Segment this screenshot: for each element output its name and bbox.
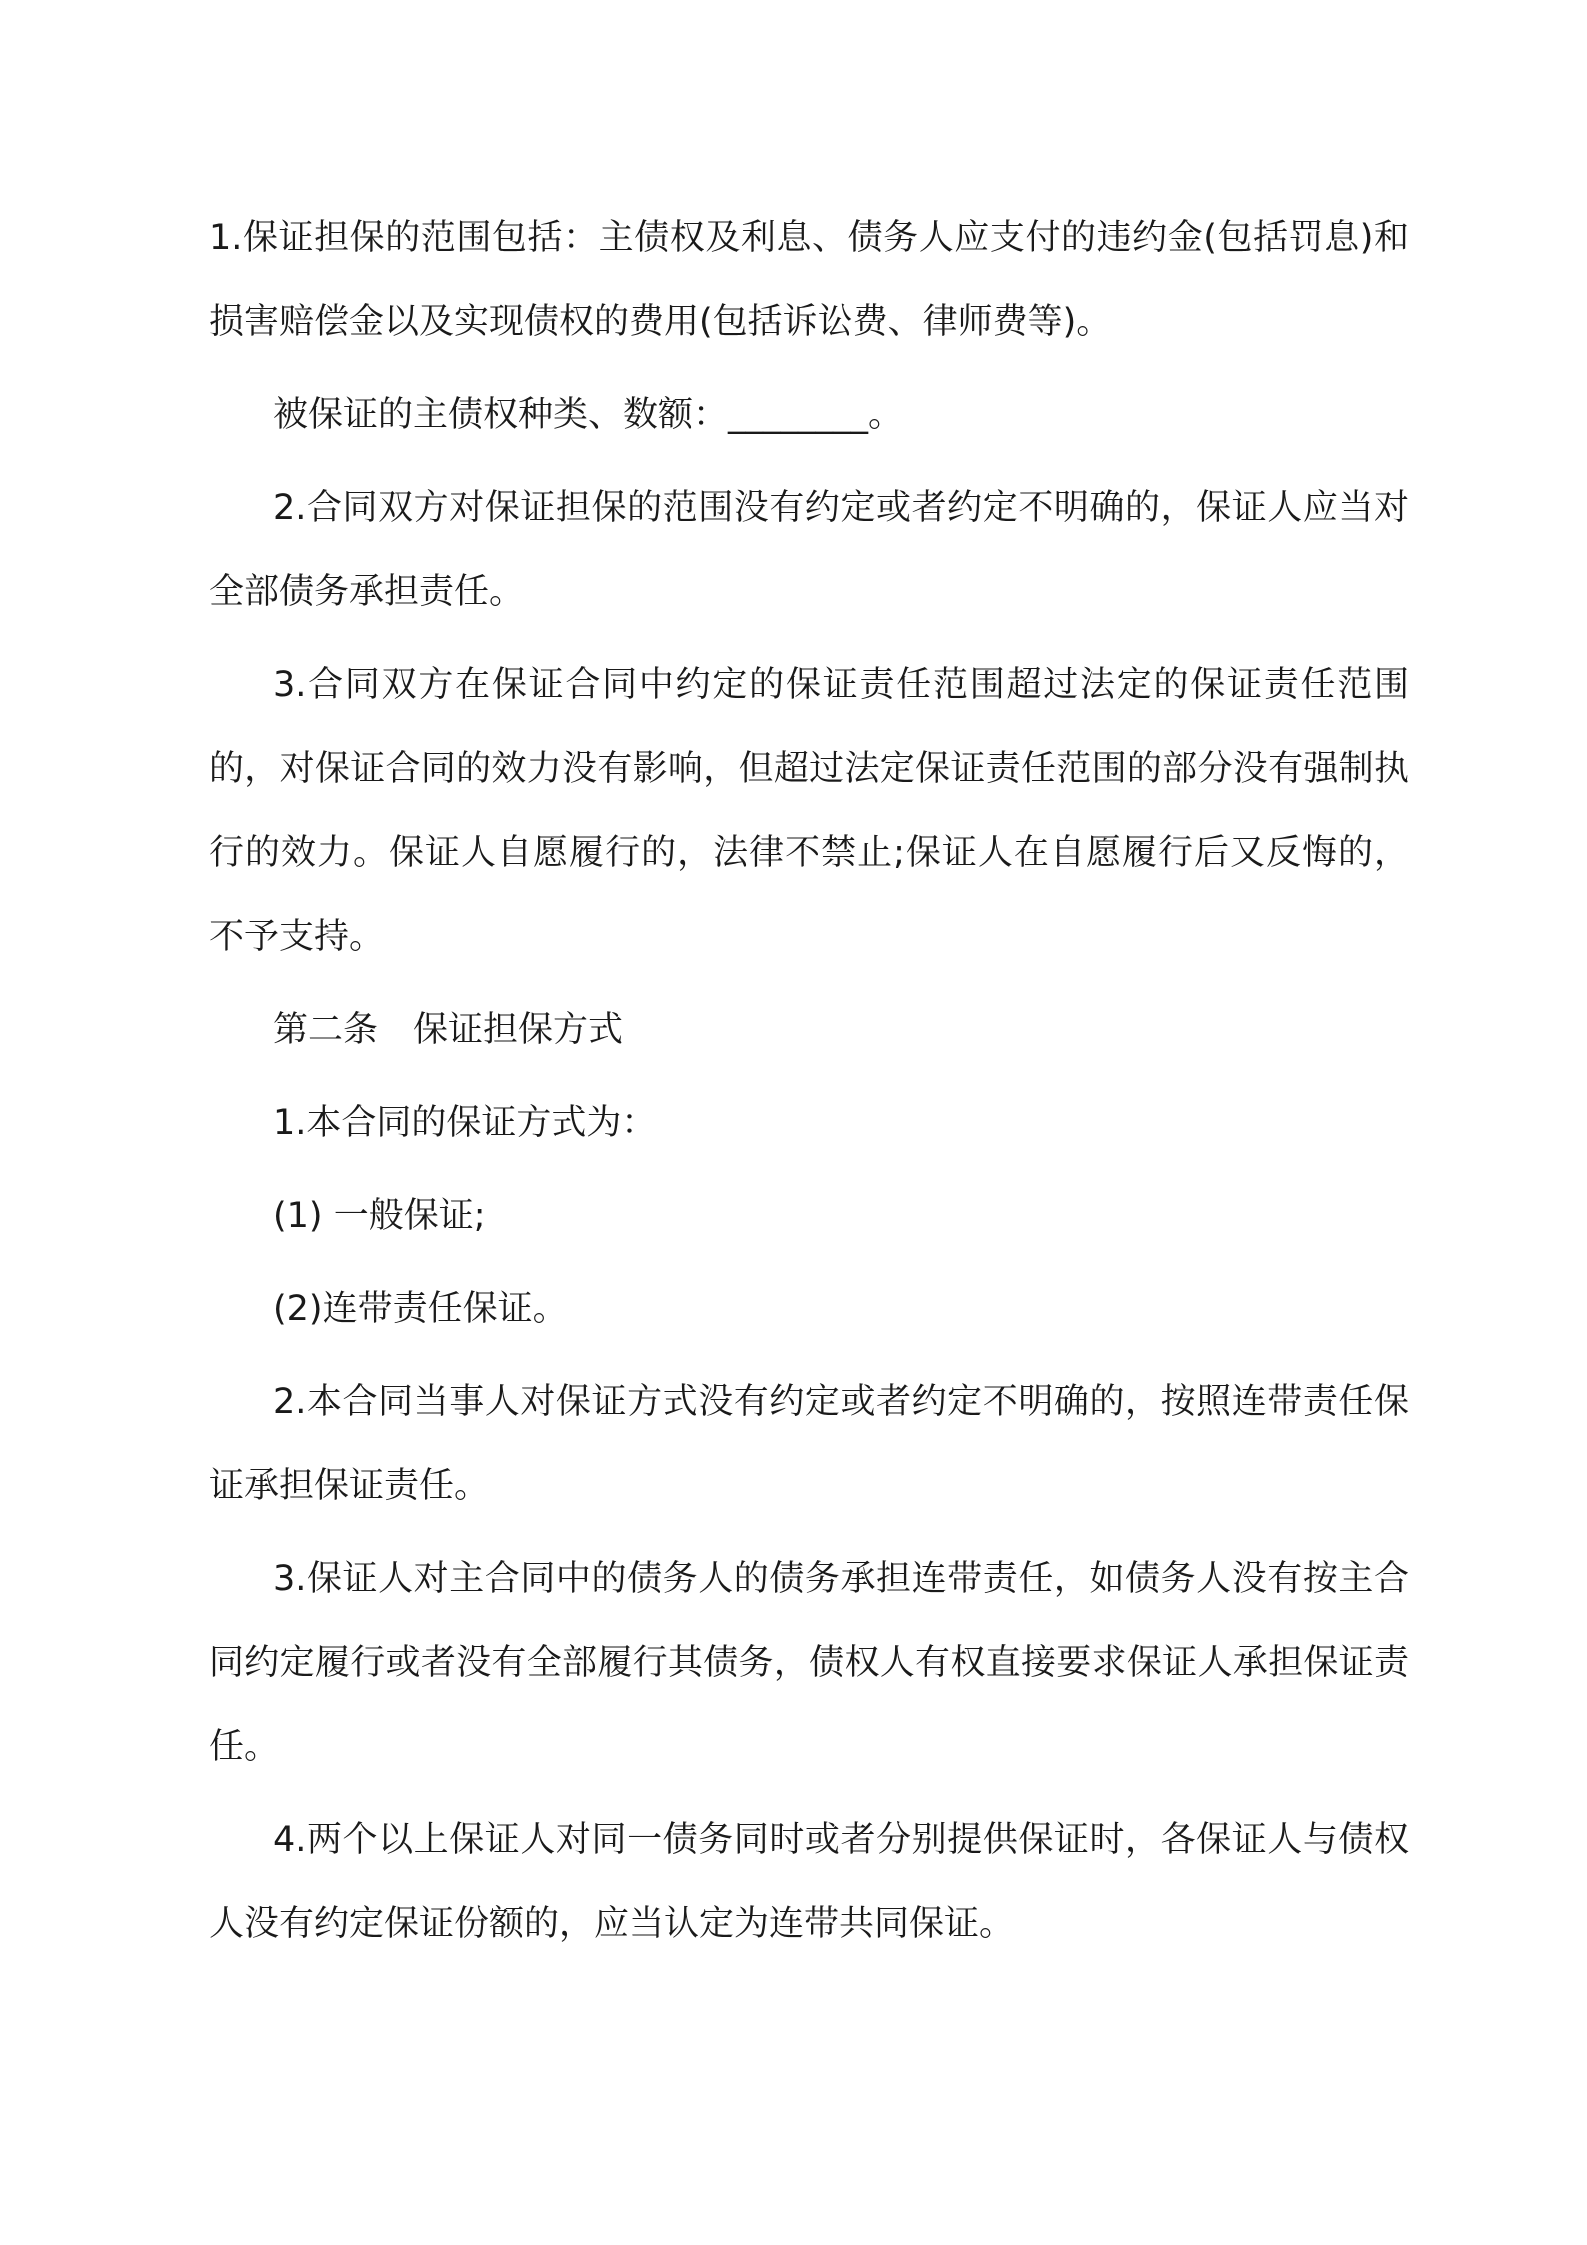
paragraph-undefined-method: 2.本合同当事人对保证方式没有约定或者约定不明确的，按照连带责任保证承担保证责任。 bbox=[209, 1382, 1409, 1506]
paragraph-guarantee-method: 1.本合同的保证方式为： bbox=[273, 1103, 657, 1143]
document-body bbox=[209, 196, 1409, 1975]
paragraph-multiple-guarantors: 4.两个以上保证人对同一债务同时或者分别提供保证时，各保证人与债权人没有约定保证份额的，应当认定为连带共同保证。 bbox=[209, 1820, 1409, 1944]
paragraph-scope: 1.保证担保的范围包括：主债权及利息、债务人应支付的违约金(包括罚息)和损害赔偿金以及实现债权的费用(包括诉讼费、律师费等)。 bbox=[209, 218, 1409, 342]
option-joint-liability-guarantee: (2)连带责任保证。 bbox=[273, 1289, 568, 1329]
section-heading-article-two: 第二条 保证担保方式 bbox=[273, 1010, 624, 1050]
paragraph-debt-type-amount: 被保证的主债权种类、数额：________。 bbox=[273, 395, 904, 435]
paragraph-undefined-scope: 2.合同双方对保证担保的范围没有约定或者约定不明确的，保证人应当对全部债务承担责任。 bbox=[209, 488, 1409, 612]
option-general-guarantee: (1) 一般保证; bbox=[273, 1196, 486, 1236]
paragraph-joint-liability: 3.保证人对主合同中的债务人的债务承担连带责任，如债务人没有按主合同约定履行或者没有全部履行其债务，债权人有权直接要求保证人承担保证责任。 bbox=[209, 1559, 1409, 1767]
paragraph-excess-scope: 3.合同双方在保证合同中约定的保证责任范围超过法定的保证责任范围的，对保证合同的效力没有影响，但超过法定保证责任范围的部分没有强制执行的效力。保证人自愿履行的，法律不禁止;保证人在自愿履行后又反悔的，不予支持。 bbox=[209, 665, 1409, 957]
